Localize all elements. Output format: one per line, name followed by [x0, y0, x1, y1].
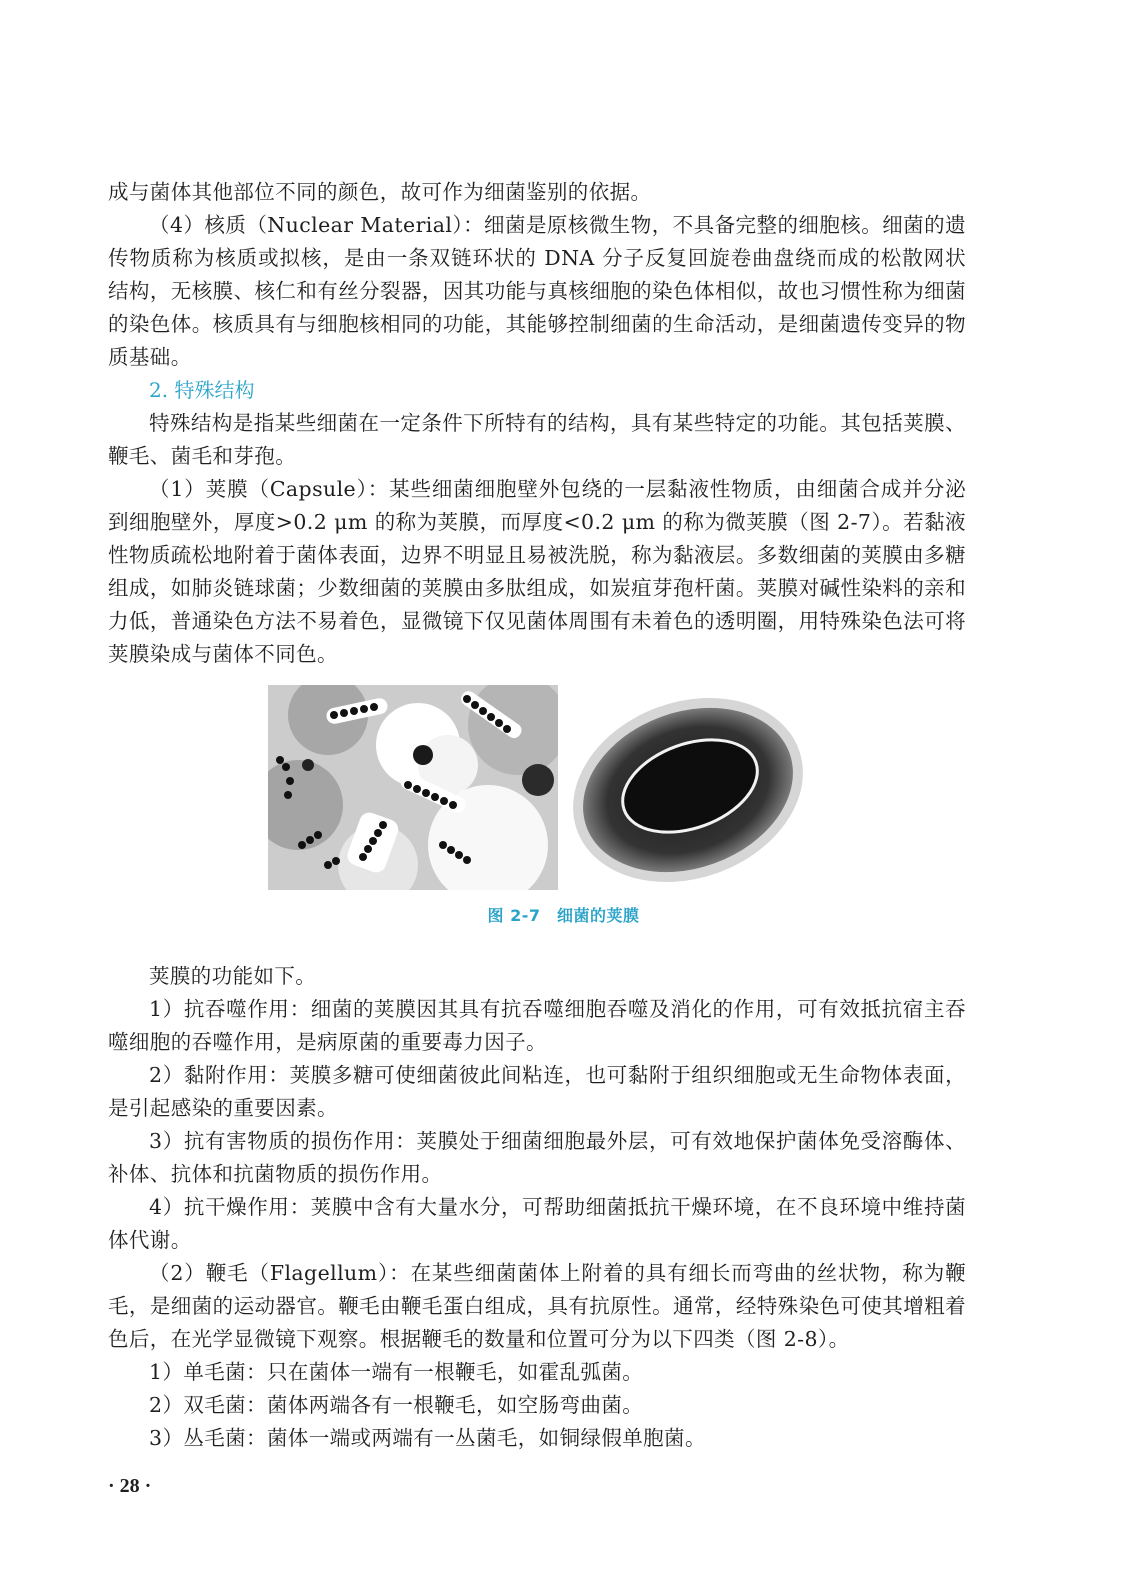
list-item-damage-protection: 3）抗有害物质的损伤作用：荚膜处于细菌细胞最外层，可有效地保护菌体免受溶酶体、补体、抗体和抗菌物质的损伤作用。 [108, 1129, 966, 1186]
list-item-adhesion: 2）黏附作用：荚膜多糖可使细菌彼此间粘连，也可黏附于组织细胞或无生命物体表面，是引起感染的重要因素。 [108, 1063, 966, 1120]
page-number: · 28 · [108, 1475, 152, 1497]
capsule-micrograph-em [566, 688, 806, 888]
section-heading: 2. 特殊结构 [149, 378, 255, 402]
list-item-monotrichous: 1）单毛菌：只在菌体一端有一根鞭毛，如霍乱弧菌。 [149, 1360, 644, 1384]
paragraph-capsule-functions: 荚膜的功能如下。 [149, 964, 317, 988]
list-item-lophotrichous: 3）丛毛菌：菌体一端或两端有一丛菌毛，如铜绿假单胞菌。 [149, 1426, 706, 1450]
micrograph-chains-image [268, 685, 558, 890]
list-item-anti-phagocytosis: 1）抗吞噬作用：细菌的荚膜因其具有抗吞噬细胞吞噬及消化的作用，可有效抵抗宿主吞噬细胞的吞噬作用，是病原菌的重要毒力因子。 [108, 997, 966, 1054]
paragraph-flagellum: （2）鞭毛（Flagellum）：在某些细菌菌体上附着的具有细长而弯曲的丝状物，称为鞭毛，是细菌的运动器官。鞭毛由鞭毛蛋白组成，具有抗原性。通常，经特殊染色可使其增粗着色后，在光学显微镜下观察。根据鞭毛的数量和位置可分为以下四类（图 2-8）。 [108, 1261, 966, 1351]
micrograph-em-image [566, 688, 806, 888]
list-item-amphitrichous: 2）双毛菌：菌体两端各有一根鞭毛，如空肠弯曲菌。 [149, 1393, 644, 1417]
paragraph-capsule: （1）荚膜（Capsule）：某些细菌细胞壁外包绕的一层黏液性物质，由细菌合成并分泌到细胞壁外，厚度>0.2 μm 的称为荚膜，而厚度<0.2 μm 的称为微荚膜（图 2-7）。若黏液性物质疏松地附着于菌体表面，边界不明显且易被洗脱，称为黏液层。多数细菌的荚膜由多糖组成，如肺炎链球菌；少数细菌的荚膜由多肽组成，如炭疽芽孢杆菌。荚膜对碱性染料的亲和力低，普通染色方法不易着色，显微镜下仅见菌体周围有未着色的透明圈，用特殊染色法可将荚膜染成与菌体不同色。 [108, 477, 966, 666]
paragraph-special-structure: 特殊结构是指某些细菌在一定条件下所特有的结构，具有某些特定的功能。其包括荚膜、鞭毛、菌毛和芽孢。 [108, 411, 966, 468]
paragraph-nuclear-material: （4）核质（Nuclear Material）：细菌是原核微生物，不具备完整的细胞核。细菌的遗传物质称为核质或拟核，是由一条双链环状的 DNA 分子反复回旋卷曲盘绕而成的松散网状结构，无核膜、核仁和有丝分裂器，因其功能与真核细胞的染色体相似，故也习惯性称为细菌的染色体。核质具有与细胞核相同的功能，其能够控制细菌的生命活动，是细菌遗传变异的物质基础。 [108, 213, 966, 369]
list-item-anti-drying: 4）抗干燥作用：荚膜中含有大量水分，可帮助细菌抵抗干燥环境，在不良环境中维持菌体代谢。 [108, 1195, 966, 1252]
capsule-micrograph-chains [268, 685, 558, 890]
paragraph-continued: 成与菌体其他部位不同的颜色，故可作为细菌鉴别的依据。 [108, 180, 652, 204]
figure-caption: 图 2-7 细菌的荚膜 [487, 906, 640, 925]
